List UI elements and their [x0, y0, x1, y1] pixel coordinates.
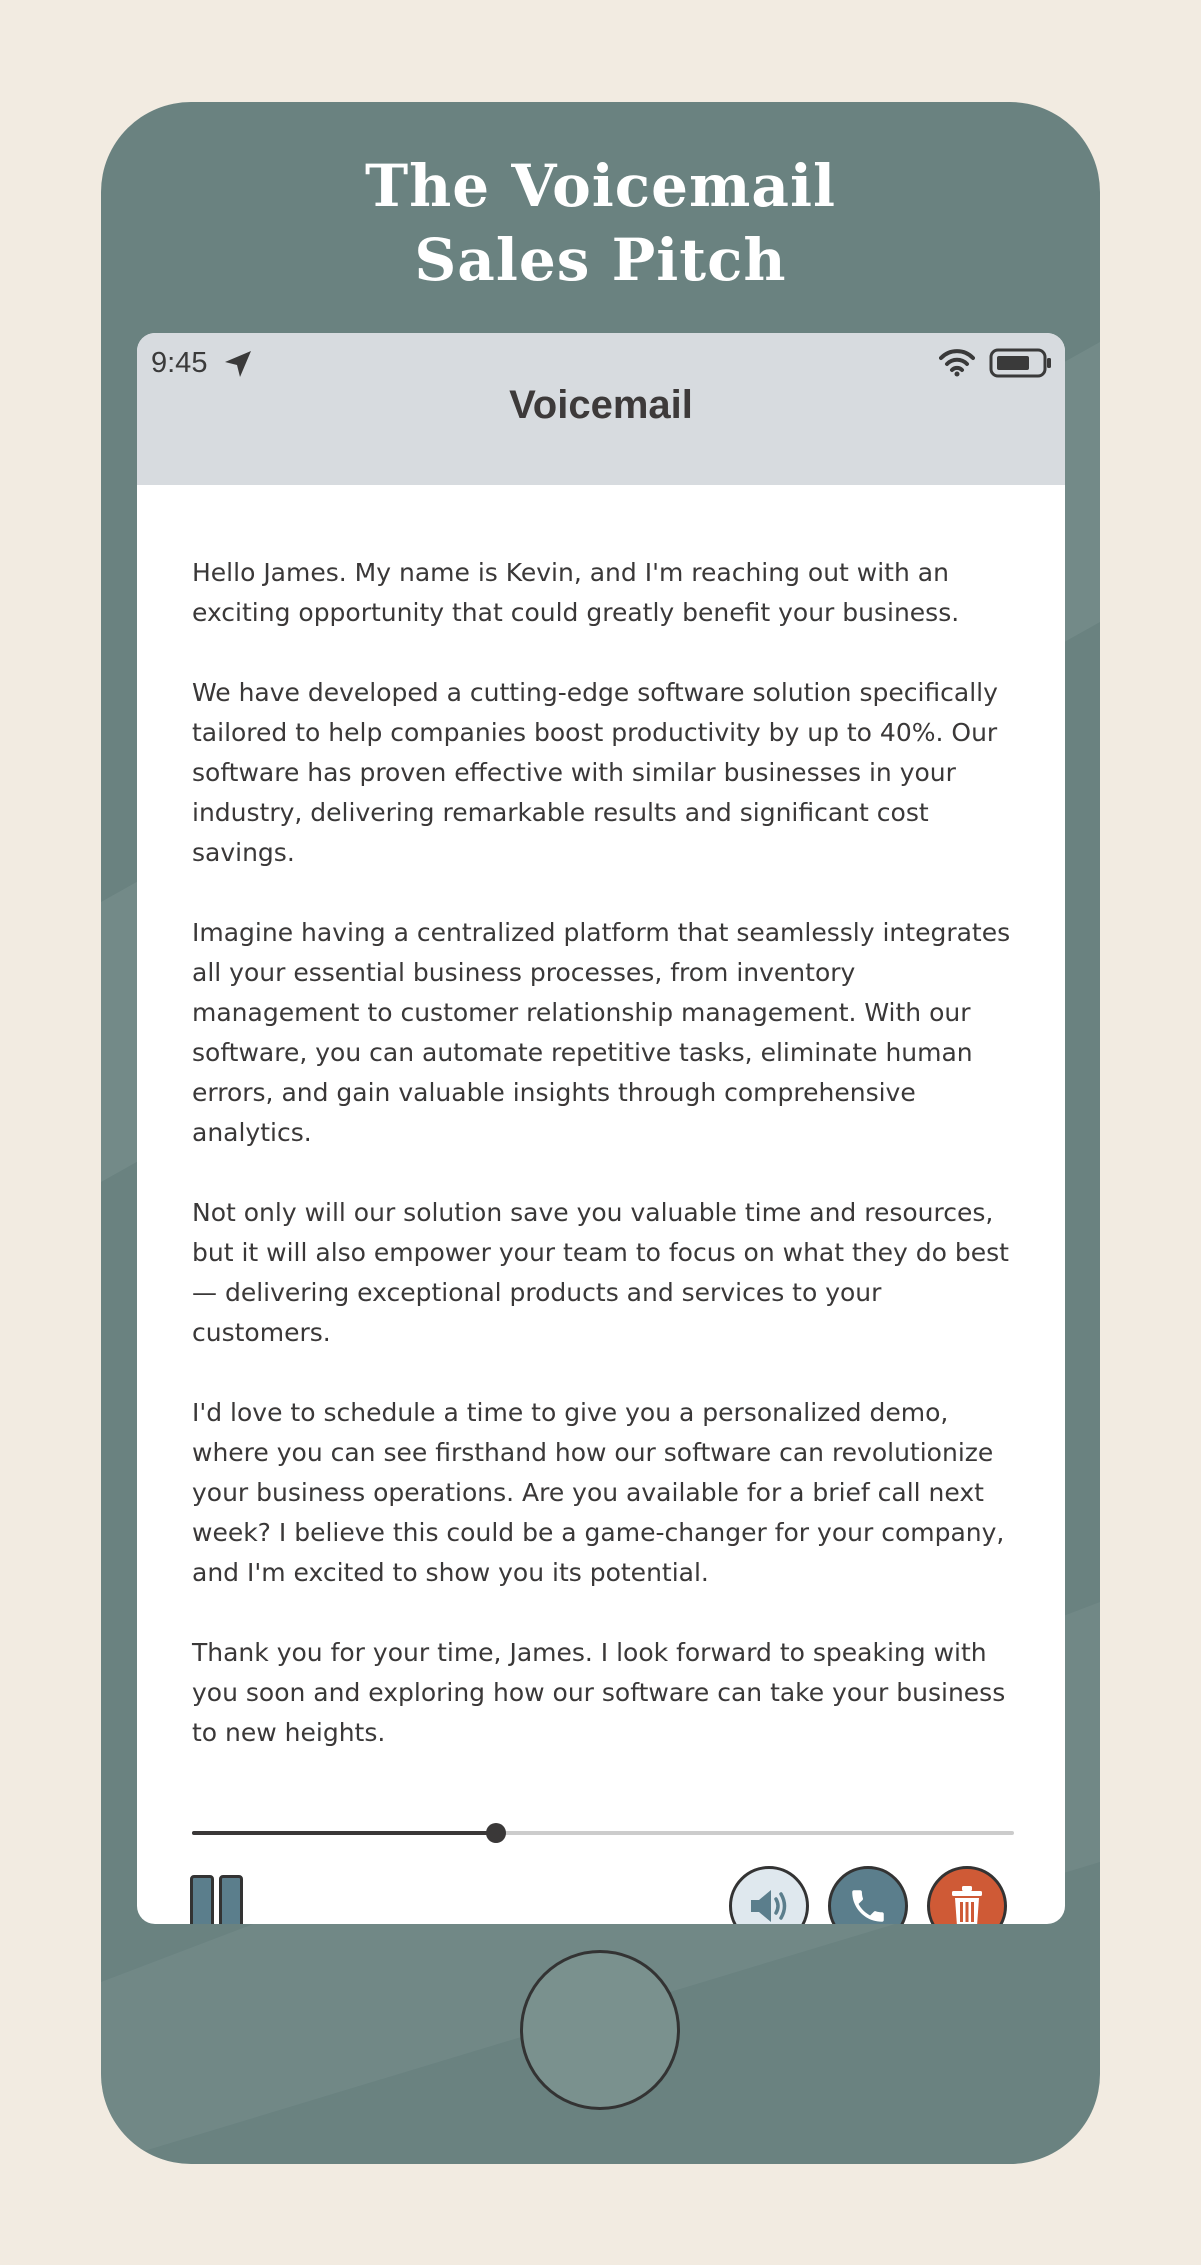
playback-progress-bar[interactable]	[192, 1831, 1014, 1835]
transcript-paragraph: We have developed a cutting-edge software solution specifically tailored to help companies boost productivity by up to 40%. Our software has proven effective with similar businesses in your industry, delivering remarkable results and significant cost savings.	[192, 678, 998, 867]
transcript-paragraph: Not only will our solution save you valuable time and resources, but it will also empower your team to focus on what they do best — delivering exceptional products and services to your customers.	[192, 1198, 1009, 1347]
transcript-paragraph: Thank you for your time, James. I look forward to speaking with you soon and exploring how our software can take your business to new heights.	[192, 1638, 1006, 1747]
voicemail-transcript	[192, 553, 1022, 1793]
voicemail-heading: Voicemail	[509, 383, 693, 427]
page-title-line-2: Sales Pitch	[414, 226, 787, 294]
playback-scrubber-handle[interactable]	[486, 1823, 506, 1843]
pause-button[interactable]	[190, 1875, 246, 1924]
home-button[interactable]	[520, 1950, 680, 2110]
speaker-icon	[747, 1886, 791, 1924]
location-arrow-icon	[223, 349, 253, 379]
status-bar	[137, 333, 1065, 485]
transcript-paragraph: Imagine having a centralized platform that seamlessly integrates all your essential business processes, from inventory management to customer relationship management. With our software, you can automate repetitive tasks, eliminate human errors, and gain valuable insights through comprehensive analytics.	[192, 918, 1011, 1147]
delete-button[interactable]	[927, 1866, 1007, 1924]
phone-icon	[847, 1885, 889, 1924]
playback-progress-fill	[192, 1831, 496, 1835]
speaker-button[interactable]	[729, 1866, 809, 1924]
phone-frame	[101, 102, 1100, 2164]
page-title-line-1: The Voicemail	[364, 152, 837, 220]
battery-icon	[989, 347, 1053, 379]
wifi-icon	[939, 347, 975, 377]
transcript-paragraph: Hello James. My name is Kevin, and I'm reaching out with an exciting opportunity that could greatly benefit your business.	[192, 558, 960, 627]
phone-screen	[137, 333, 1065, 1924]
trash-icon	[949, 1884, 985, 1924]
status-time: 9:45	[151, 347, 208, 379]
call-back-button[interactable]	[828, 1866, 908, 1924]
transcript-paragraph: I'd love to schedule a time to give you a personalized demo, where you can see firsthand how our software can revolutionize your business operations. Are you available for a brief call next week? I believe this could be a game-changer for your company, and I'm excited to show you its potential.	[192, 1398, 1005, 1587]
